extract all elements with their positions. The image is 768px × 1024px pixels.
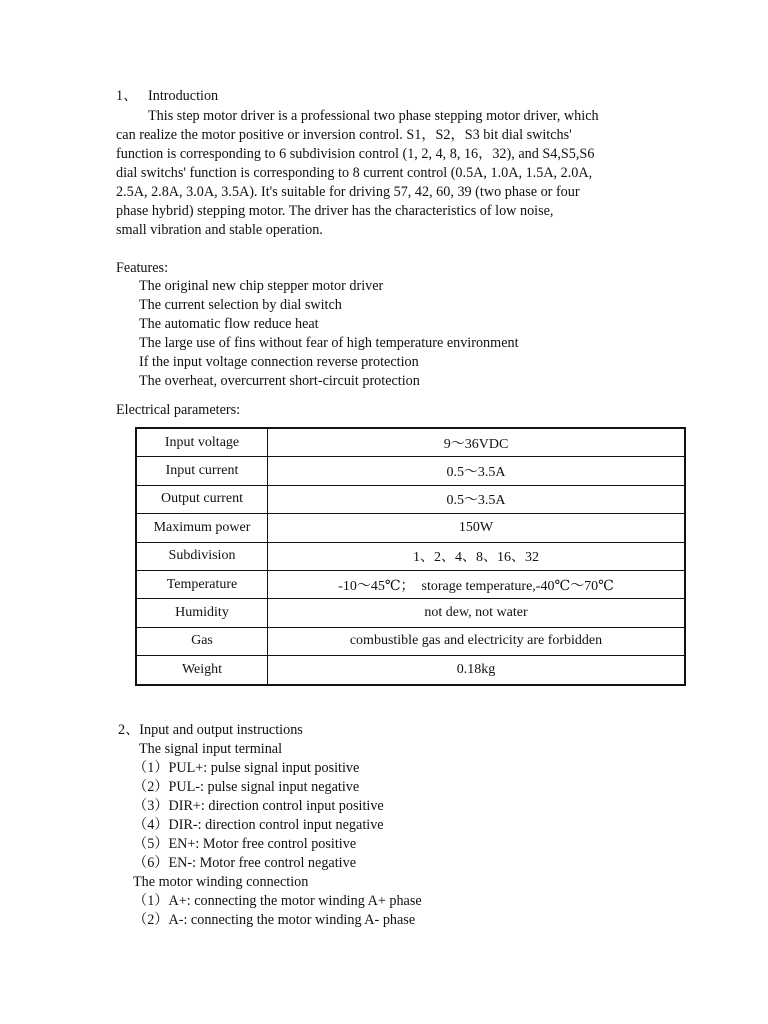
intro-line-6: phase hybrid) stepping motor. The driver has the characteristics of low noise, <box>116 203 554 219</box>
signal-terminal-title: The signal input terminal <box>139 741 283 757</box>
intro-line-1: This step motor driver is a professional two phase stepping motor driver, which <box>148 108 599 124</box>
feature-item: The overheat, overcurrent short-circuit protection <box>139 373 420 389</box>
param-value: 0.5～3.5A <box>268 485 686 513</box>
intro-line-3: function is corresponding to 6 subdivision control (1, 2, 4, 8, 16，32), and S4,S5,S6 <box>116 146 595 162</box>
section-2-heading: 2、Input and output instructions <box>118 722 303 738</box>
param-name: Subdivision <box>136 542 268 570</box>
param-value: not dew, not water <box>268 599 686 627</box>
section-1-heading: Introduction <box>148 88 219 104</box>
signal-item: （2）PUL-: pulse signal input negative <box>133 779 360 795</box>
winding-item: （2）A-: connecting the motor winding A- phase <box>133 912 416 928</box>
param-name: Output current <box>136 485 268 513</box>
param-value: 0.18kg <box>268 656 686 685</box>
winding-title: The motor winding connection <box>133 874 309 890</box>
signal-item: （4）DIR-: direction control input negative <box>133 817 384 833</box>
intro-line-7: small vibration and stable operation. <box>116 222 323 238</box>
table-row <box>136 599 685 627</box>
table-row <box>136 457 685 485</box>
table-row <box>136 542 685 570</box>
feature-item: The large use of fins without fear of high temperature environment <box>139 335 519 351</box>
feature-item: The original new chip stepper motor driver <box>139 278 384 294</box>
table-row <box>136 656 685 685</box>
param-value: 150W <box>268 514 686 542</box>
feature-item: The automatic flow reduce heat <box>139 316 319 332</box>
param-value: 0.5～3.5A <box>268 457 686 485</box>
features-title: Features: <box>116 260 169 276</box>
param-value: 1、2、4、8、16、32 <box>268 542 686 570</box>
table-row <box>136 485 685 513</box>
table-row <box>136 428 685 457</box>
signal-item: （6）EN-: Motor free control negative <box>133 855 356 871</box>
signal-item: （1）PUL+: pulse signal input positive <box>133 760 360 776</box>
table-row <box>136 570 685 598</box>
feature-item: The current selection by dial switch <box>139 297 342 313</box>
param-name: Humidity <box>136 599 268 627</box>
param-name: Input current <box>136 457 268 485</box>
table-row <box>136 627 685 655</box>
param-name: Input voltage <box>136 428 268 457</box>
section-1-number: 1、 <box>116 88 138 104</box>
param-name: Temperature <box>136 570 268 598</box>
signal-item: （5）EN+: Motor free control positive <box>133 836 357 852</box>
table-row <box>136 514 685 542</box>
electrical-title: Electrical parameters: <box>116 402 241 418</box>
param-name: Weight <box>136 656 268 685</box>
param-name: Gas <box>136 627 268 655</box>
param-value: 9～36VDC <box>268 428 686 457</box>
electrical-parameters-table <box>135 427 686 686</box>
intro-line-2: can realize the motor positive or inversion control. S1，S2，S3 bit dial switchs' <box>116 127 572 143</box>
winding-item: （1）A+: connecting the motor winding A+ phase <box>133 893 422 909</box>
feature-item: If the input voltage connection reverse protection <box>139 354 419 370</box>
param-value: -10～45℃； storage temperature,-40℃～70℃ <box>268 570 686 598</box>
param-name: Maximum power <box>136 514 268 542</box>
param-value: combustible gas and electricity are forbidden <box>268 627 686 655</box>
intro-line-5: 2.5A, 2.8A, 3.0A, 3.5A). It's suitable for driving 57, 42, 60, 39 (two phase or four <box>116 184 580 200</box>
intro-line-4: dial switchs' function is corresponding to 8 current control (0.5A, 1.0A, 1.5A, 2.0A, <box>116 165 593 181</box>
signal-item: （3）DIR+: direction control input positive <box>133 798 384 814</box>
